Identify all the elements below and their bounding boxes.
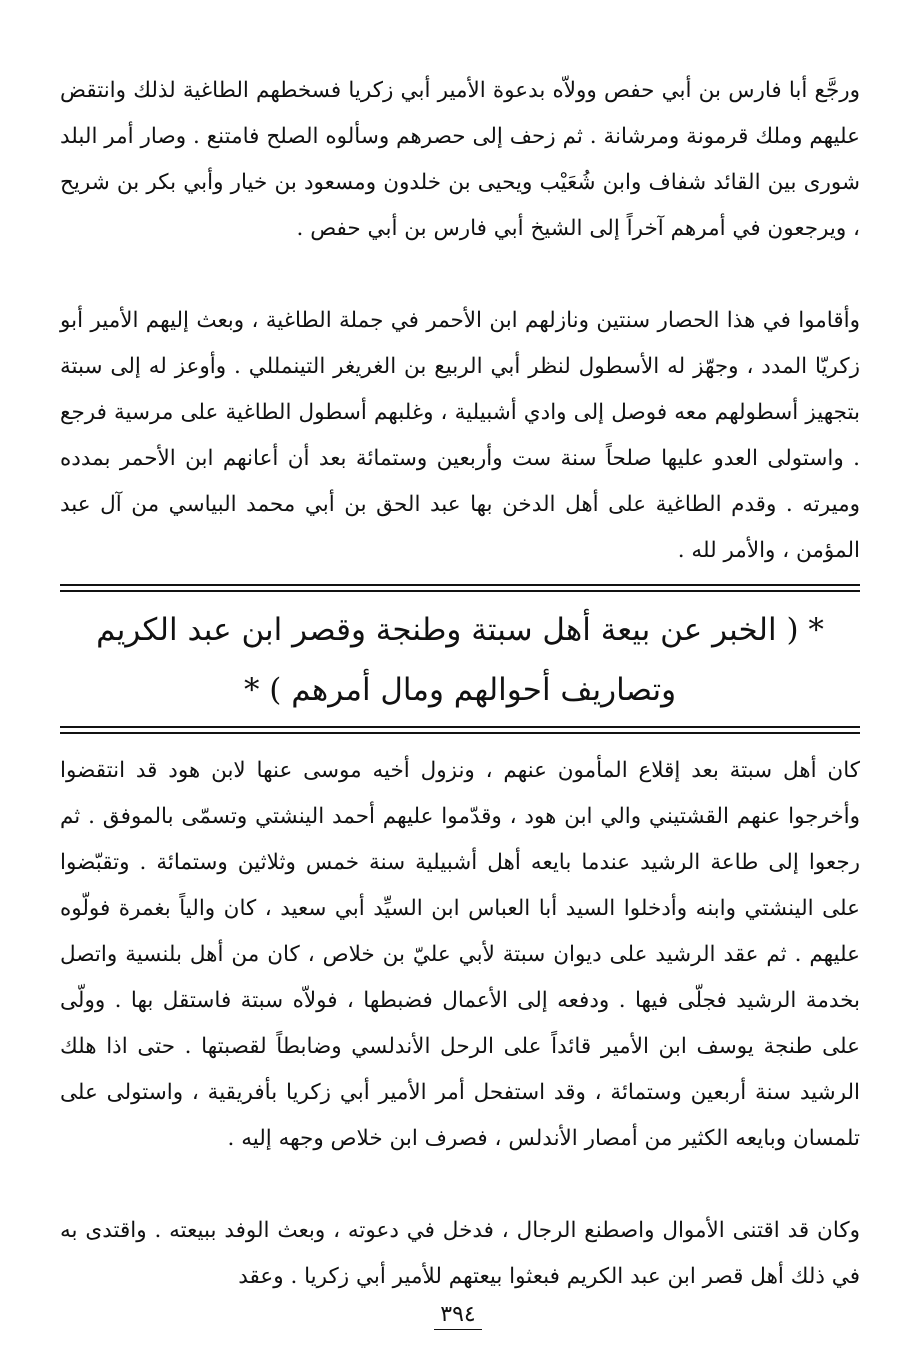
paragraph-4: وكان قد اقتنى الأموال واصطنع الرجال ، فدخل في دعوته ، وبعث الوفد ببيعته . واقتدى به في ذلك أهل قصر ابن عبد الكريم فبعثوا بيعتهم للأمير أبي زكريا . وعقد xyxy=(60,1218,860,1289)
page-number-text: ٣٩٤ xyxy=(434,1302,481,1330)
paragraph-2: وأقاموا في هذا الحصار سنتين ونازلهم ابن الأحمر في جملة الطاغية ، وبعث إليهم الأمير أبو زكريّا المدد ، وجهّز له الأسطول لنظر أبي الربيع بن الغريغر التينمللي . وأوعز له إلى سبتة بتجهيز أسطولهم معه فوصل إلى وادي أشبيلية ، وغلبهم أسطول الطاغية على مرسية فرجع . واستولى العدو عليها صلحاً سنة ست وأربعين وستمائة بعد أن أعانهم ابن الأحمر بمدده وميرته . وقدم الطاغية على أهل الدخن بها عبد الحق بن أبي محمد البياسي من آل عبد المؤمن ، والأمر لله . xyxy=(60,308,860,563)
paragraph-1: ورجَّع أبا فارس بن أبي حفص وولاّه بدعوة الأمير أبي زكريا فسخطهم الطاغية لذلك وانتقض عليهم وملك قرمونة ومرشانة . ثم زحف إلى حصرهم وسألوه الصلح فامتنع . وصار أمر البلد شورى بين القائد شفاف وابن شُعَيْب ويحيى بن خلدون ومسعود بن خيار وأبي بكر بن شريح ، ويرجعون في أمرهم آخراً إلى الشيخ أبي فارس بن أبي حفص . xyxy=(60,78,860,241)
page-body xyxy=(60,68,860,1300)
section-heading: * ( الخبر عن بيعة أهل سبتة وطنجة وقصر ابن عبد الكريم وتصاريف أحوالهم ومال أمرهم ) * xyxy=(96,612,824,708)
paragraph-3: كان أهل سبتة بعد إقلاع المأمون عنهم ، ونزول أخيه موسى عنها لابن هود قد انتقضوا وأخرجوا عنهم القشتيني والي ابن هود ، وقدّموا عليهم أحمد الينشتي وتسمّى بالموفق . ثم رجعوا إلى طاعة الرشيد عندما بايعه أهل أشبيلية سنة خمس وثلاثين وستمائة . وتقبّضوا على الينشتي وابنه وأدخلوا السيد أبا العباس ابن السيِّد أبي سعيد ، كان والياً بغمرة فولّوه عليهم . ثم عقد الرشيد على ديوان سبتة لأبي عليّ بن خلاص ، كان من أهل بلنسية واتصل بخدمة الرشيد فجلّى فيها . ودفعه إلى الأعمال فضبطها ، فولاّه سبتة فاستقل بها . وولّى على طنجة يوسف ابن الأمير قائداً على الرحل الأندلسي وضابطاً لقصبتها . حتى اذا هلك الرشيد سنة أربعين وستمائة ، وقد استفحل أمر الأمير أبي زكريا بأفريقية ، واستولى على تلمسان وبايعه الكثير من أمصار الأندلس ، فصرف ابن خلاص وجهه إليه . xyxy=(60,758,860,1151)
page-number xyxy=(0,1302,916,1330)
section-rule-bottom xyxy=(60,726,860,734)
section-rule-top xyxy=(60,584,860,592)
